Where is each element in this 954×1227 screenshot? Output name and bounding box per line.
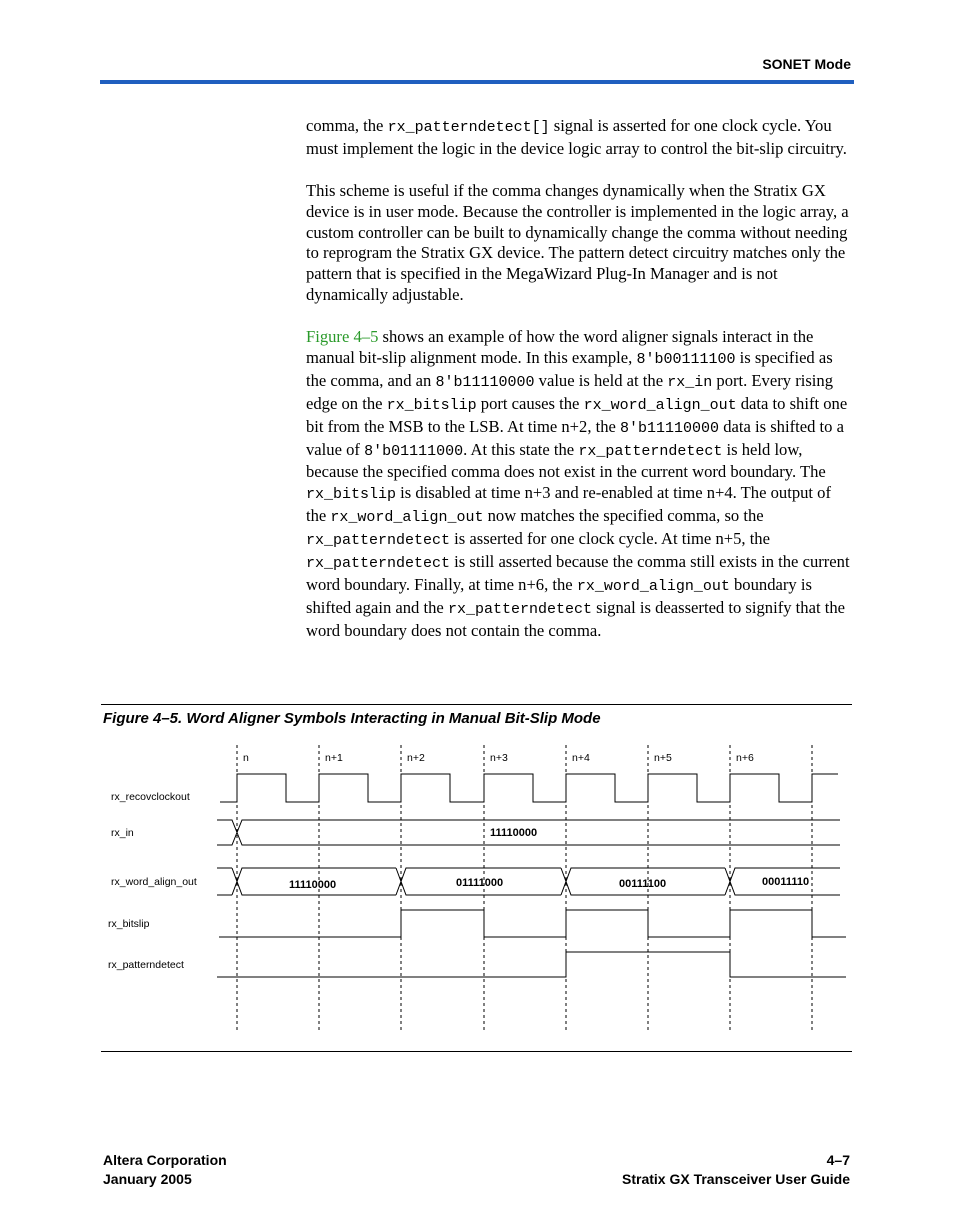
time-labels: [243, 752, 754, 764]
text-run: This scheme is useful if the comma changes dynamically when the Stratix GX device is in user mode. Because the controller is implemented in the logic array, a custom controller can be built to dynamically change the comma without needing to reprogram the Stratix GX device. The pattern detect circuitry matches only the pattern that is specified in the MegaWizard Plug-In Manager and is not dynamically adjustable.: [306, 180, 849, 305]
code-text: 8'b00111100: [636, 350, 736, 368]
text-run: is still asserted because the comma still exists in the current word boundary. Finally, at time n+6, the: [306, 552, 850, 594]
text-run: is specified as the comma, and an: [306, 347, 833, 390]
text-run: data to shift one bit from the MSB to the LSB. At time n+2, the: [306, 393, 848, 436]
signal-name: rx_in: [111, 827, 134, 839]
text-run: shows an example of how the word aligner signals interact in the manual bit-slip alignment mode. In this example,: [306, 327, 814, 367]
time-label: n+4: [572, 752, 590, 764]
code-text: 8'b11110000: [620, 419, 720, 437]
bitslip-waveform: [219, 910, 846, 937]
signal-name: rx_recovclockout: [111, 791, 190, 803]
code-text: rx_bitslip: [306, 486, 397, 504]
text-run: port causes the: [476, 393, 584, 413]
word-align-bus: [217, 868, 840, 895]
text-run: is held low, because the specified comma does not exist in the current word boundary. The: [306, 439, 826, 482]
text-run: boundary is shifted again and the: [306, 575, 812, 617]
rx-in-value: 11110000: [490, 827, 538, 839]
text-run: now matches the specified comma, so the: [483, 506, 764, 526]
figure-bottom-rule: [101, 1051, 852, 1052]
clock-trace: [220, 774, 838, 802]
signal-name: rx_word_align_out: [111, 876, 197, 888]
text-run: signal is deasserted to signify that the word boundary does not contain the comma.: [306, 597, 845, 640]
code-text: rx_word_align_out: [583, 396, 737, 414]
text-run: . At this state the: [463, 439, 579, 459]
code-text: rx_patterndetect: [306, 555, 451, 573]
word-align-value: 11110000: [289, 879, 337, 891]
code-text: rx_patterndetect: [447, 600, 592, 618]
word-align-value: 00111100: [619, 878, 667, 890]
code-text: rx_patterndetect[]: [387, 119, 550, 136]
section-title: SONET Mode: [762, 56, 851, 72]
text-run: is disabled at time n+3 and re-enabled at time n+4. The output of the: [306, 483, 832, 526]
bitslip-trace: [219, 910, 846, 937]
time-label: n+2: [407, 752, 425, 764]
footer-right: [622, 1151, 850, 1189]
signal-name: rx_patterndetect: [108, 959, 184, 971]
footer-date: January 2005: [103, 1171, 192, 1187]
time-label: n+5: [654, 752, 672, 764]
text-run: data is shifted to a value of: [306, 416, 844, 459]
signal-names: [108, 791, 197, 971]
word-align-value: 01111000: [456, 877, 504, 889]
figure-link[interactable]: Figure 4–5: [306, 327, 379, 347]
time-label: n+1: [325, 752, 343, 764]
time-label: n+6: [736, 752, 754, 764]
code-text: rx_in: [667, 373, 713, 391]
footer-doc-title: Stratix GX Transceiver User Guide: [622, 1171, 850, 1187]
time-label: n+3: [490, 752, 508, 764]
footer-left: [103, 1151, 227, 1189]
clock-waveform: [220, 774, 838, 802]
code-text: rx_word_align_out: [576, 578, 730, 595]
patterndetect-waveform: [217, 952, 846, 977]
word-align-value: 00011110: [762, 876, 810, 888]
code-text: rx_word_align_out: [330, 509, 484, 527]
rx-in-bus: [217, 820, 840, 845]
code-text: rx_bitslip: [386, 396, 477, 414]
code-text: rx_patterndetect: [306, 532, 451, 550]
footer-page-number: 4–7: [826, 1152, 850, 1168]
text-run: comma, the: [306, 116, 388, 135]
time-label: n: [243, 752, 249, 764]
text-run: is asserted for one clock cycle. At time n+5, the: [450, 529, 770, 549]
code-text: 8'b11110000: [435, 373, 535, 391]
text-run: signal is asserted for one clock cycle. You must implement the logic in the device logic array to control the bit-slip circuitry.: [306, 116, 847, 158]
code-text: 8'b01111000: [364, 442, 464, 460]
text-run: value is held at the: [534, 370, 668, 390]
signal-name: rx_bitslip: [108, 918, 150, 930]
patterndetect-trace: [217, 952, 846, 977]
code-text: rx_patterndetect: [578, 442, 723, 460]
footer-company: Altera Corporation: [103, 1152, 227, 1168]
figure-caption: Figure 4–5. Word Aligner Symbols Interacting in Manual Bit-Slip Mode: [103, 710, 601, 727]
text-run: port. Every rising edge on the: [306, 370, 833, 413]
